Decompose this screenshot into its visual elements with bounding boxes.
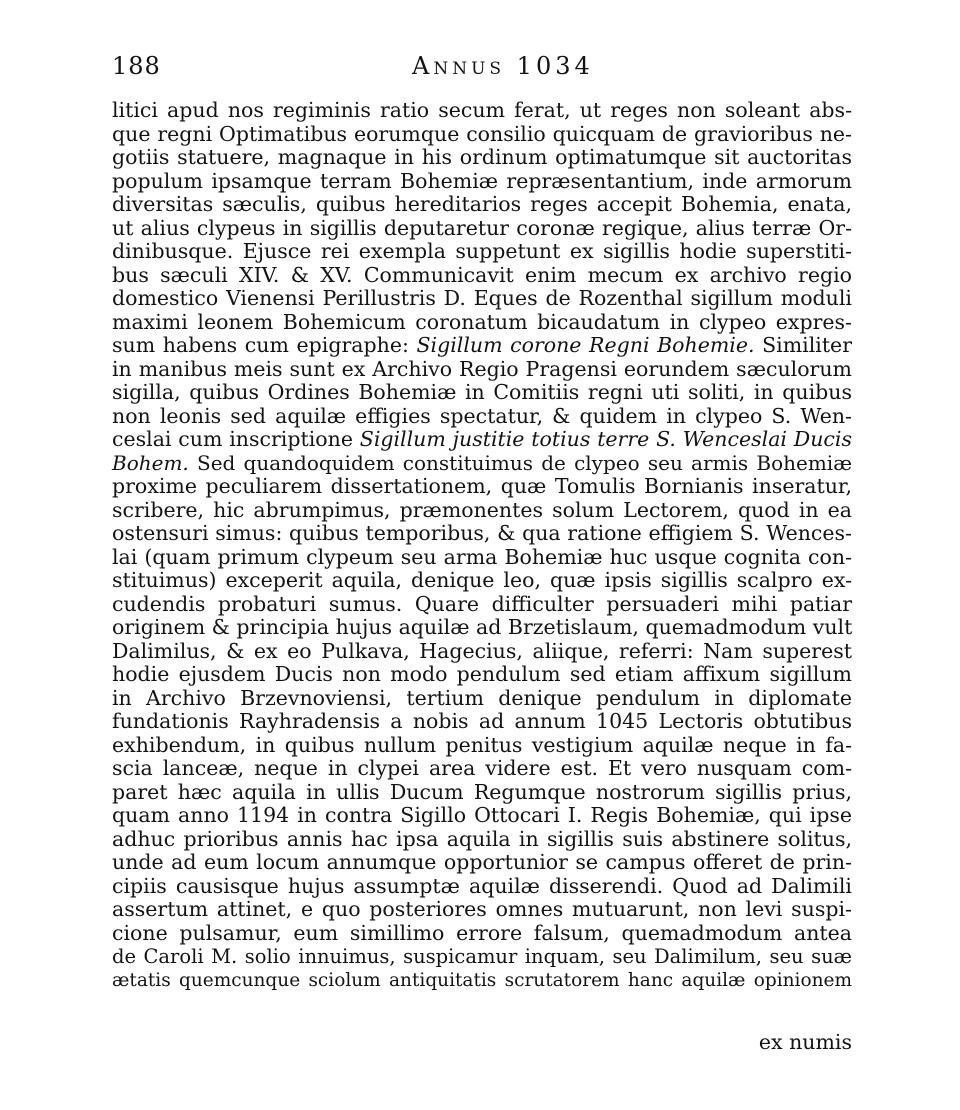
text-line: [112, 499, 852, 523]
text-run: fundationis Rayhradensis a nobis ad annum 1045 Lectoris obtutibus: [112, 709, 852, 733]
body-text: [112, 99, 852, 992]
text-line: [112, 640, 852, 664]
text-line: [112, 710, 852, 734]
text-line: [112, 875, 852, 899]
text-run: assertum attinet, e quo posteriores omnes mutuarunt, non levi suspi-: [112, 897, 852, 921]
italic-text: Sigillum corone Regni Bohemie.: [416, 333, 755, 357]
catchword: ex numis: [758, 1030, 852, 1054]
text-run: maximi leonem Bohemicum coronatum bicaudatum in clypeo expres-: [112, 309, 852, 334]
text-line: [112, 687, 852, 711]
text-line: [112, 405, 852, 429]
text-run: lai (quam primum clypeum seu arma Bohemiæ huc usque cognita con-: [112, 544, 852, 569]
text-run: dinibusque. Ejusce rei exempla suppetunt ex sigillis hodie superstiti-: [112, 239, 852, 263]
text-line: [112, 146, 852, 170]
text-line: [112, 734, 852, 758]
text-run: cudendis probaturi sumus. Quare difficulter persuaderi mihi patiar: [112, 591, 852, 616]
text-line: [112, 616, 852, 640]
text-run: unde ad eum locum annumque opportunior se campus offeret de prin-: [112, 850, 852, 874]
text-line: [112, 99, 852, 123]
text-run: non leonis sed aquilæ effigies spectatur, & quidem in clypeo S. Wen-: [112, 403, 852, 428]
text-line: [112, 922, 852, 946]
text-run: ostensuri simus: quibus temporibus, & qua ratione effigiem S. Wences-: [112, 521, 852, 545]
text-run: cione pulsamur, eum simillimo errore falsum, quemadmodum antea: [112, 920, 852, 945]
text-line: [112, 217, 852, 241]
text-run: bus sæculi XIV. & XV. Communicavit enim mecum ex archivo regio: [112, 262, 852, 287]
text-run: domestico Vienensi Perillustris D. Eques de Rozenthal sigillum moduli: [112, 286, 852, 310]
text-run: in Archivo Brzevnoviensi, tertium denique pendulum in diplomate: [112, 685, 852, 710]
page-number: 188: [112, 52, 161, 80]
text-line: [112, 546, 852, 570]
text-run: Similiter: [754, 333, 852, 357]
text-line: [112, 287, 852, 311]
text-run: exhibendum, in quibus nullum penitus vestigium aquilæ neque in fa-: [112, 732, 852, 757]
text-run: que regni Optimatibus eorumque consilio quicquam de gravioribus ne-: [112, 121, 852, 146]
italic-text: Sigillum justitie totius terre S. Wenceslai Ducis: [359, 427, 852, 451]
text-run: proxime peculiarem dissertationem, quæ Tomulis Bornianis inseratur,: [112, 474, 852, 498]
text-line: [112, 757, 852, 781]
text-line: [112, 781, 852, 805]
running-title: Annus 1034: [412, 52, 594, 80]
text-run: cipiis causisque hujus assumptæ aquilæ disserendi. Quod ad Dalimili: [112, 873, 852, 898]
text-line: [112, 969, 852, 993]
running-head: [112, 48, 852, 84]
text-run: ceslai cum inscriptione: [112, 427, 360, 451]
text-run: originem & principia hujus aquilæ ad Brzetislaum, quemadmodum vult: [112, 615, 853, 639]
text-run: stituimus) exceperit aquila, denique leo, quæ ipsis sigillis scalpro ex-: [112, 568, 852, 592]
text-run: de Caroli M. solio innuimus, suspicamur inquam, seu Dalimilum, seu suæ: [112, 945, 852, 968]
text-run: Dalimilus, & ex eo Pulkava, Hagecius, aliique, referri: Nam superest: [112, 638, 852, 663]
text-run: ætatis quemcunque sciolum antiquitatis scrutatorem hanc aquilæ opinionem: [112, 969, 852, 991]
text-run: paret hæc aquila in ullis Ducum Regumque nostrorum sigillis prius,: [112, 779, 852, 804]
text-run: sigilla, quibus Ordines Bohemiæ in Comitiis regni uti soliti, in quibus: [112, 380, 852, 404]
text-line: [112, 170, 852, 194]
text-line: [112, 452, 852, 476]
text-line: [112, 358, 852, 382]
text-line: [112, 569, 852, 593]
text-run: sum habens cum epigraphe:: [112, 333, 417, 357]
text-run: diversitas sæculis, quibus hereditarios reges accepit Bohemia, enata,: [112, 192, 852, 216]
italic-text: Bohem.: [112, 450, 189, 475]
text-line: [112, 945, 852, 969]
text-run: ut alius clypeus in sigillis deputaretur coronæ regique, alius terræ Or-: [112, 215, 852, 240]
text-run: gotiis statuere, magnaque in his ordinum optimatumque sit auctoritas: [112, 145, 852, 169]
text-run: adhuc prioribus annis hac ipsa aquila in sigillis suis abstinere solitus,: [112, 826, 852, 851]
text-line: [112, 428, 852, 452]
text-line: [112, 240, 852, 264]
text-line: [112, 264, 852, 288]
text-run: quam anno 1194 in contra Sigillo Ottocari I. Regis Bohemiæ, qui ipse: [112, 803, 852, 827]
text-line: [112, 381, 852, 405]
text-run: Sed quandoquidem constituimus de clypeo seu armis Bohemiæ: [188, 450, 852, 475]
text-line: [112, 898, 852, 922]
text-line: [112, 334, 852, 358]
text-run: scia lanceæ, neque in clypei area videre est. Et vero nusquam com-: [112, 756, 852, 780]
text-run: in manibus meis sunt ex Archivo Regio Pragensi eorundem sæculorum: [112, 356, 852, 381]
text-line: [112, 804, 852, 828]
text-line: [112, 123, 852, 147]
text-line: [112, 522, 852, 546]
text-run: populum ipsamque terram Bohemiæ repræsentantium, inde armorum: [112, 168, 852, 193]
text-line: [112, 593, 852, 617]
text-line: [112, 311, 852, 335]
text-run: hodie ejusdem Ducis non modo pendulum sed etiam affixum sigillum: [112, 662, 852, 686]
text-line: [112, 663, 852, 687]
text-run: litici apud nos regiminis ratio secum ferat, ut reges non soleant abs-: [112, 98, 852, 122]
text-line: [112, 475, 852, 499]
text-line: [112, 193, 852, 217]
text-run: scribere, hic abrumpimus, præmonentes solum Lectorem, quod in ea: [112, 497, 852, 522]
text-line: [112, 851, 852, 875]
text-line: [112, 828, 852, 852]
